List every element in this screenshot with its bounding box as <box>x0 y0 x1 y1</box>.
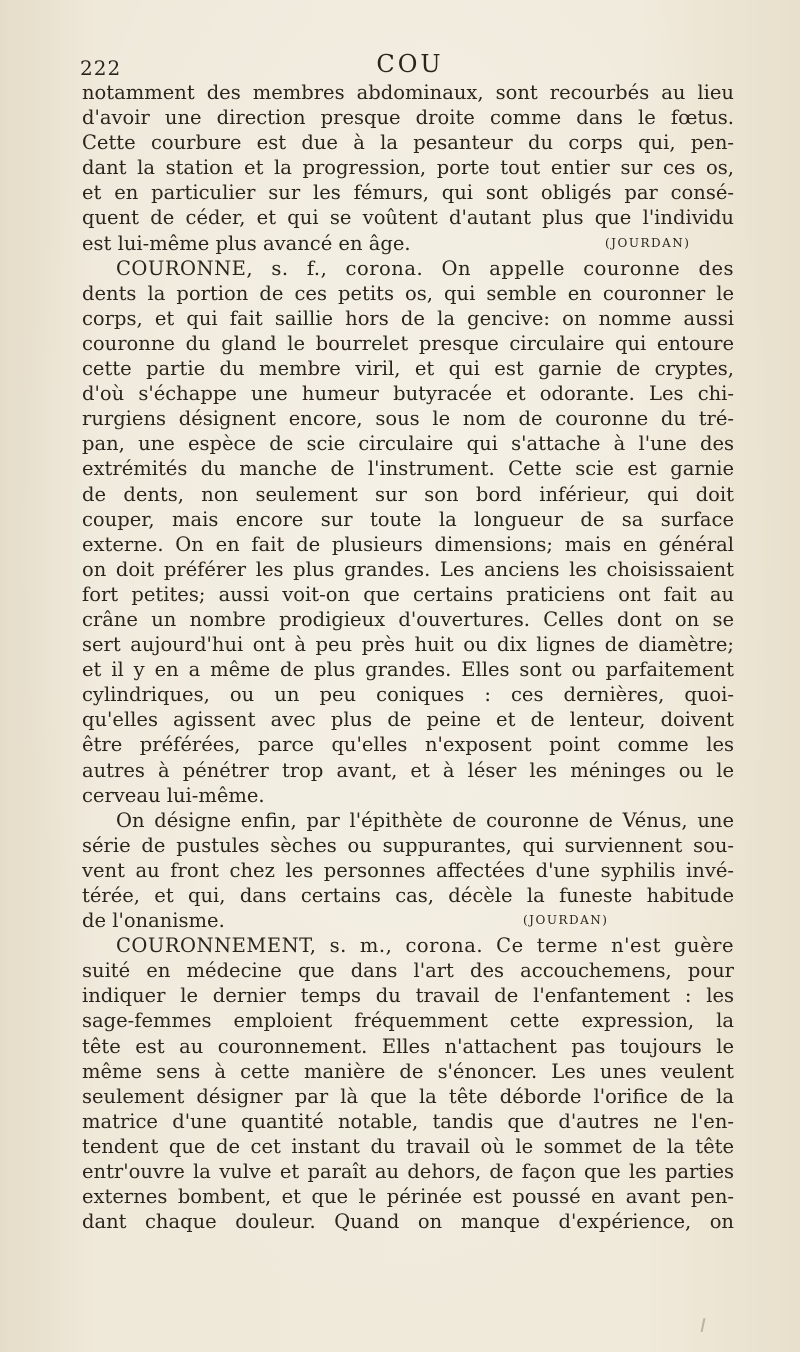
body-text <box>82 80 734 1234</box>
text-line: être préférées, parce qu'elles n'exposent point comme les <box>82 733 734 757</box>
text-line: même sens à cette manière de s'énoncer. Les unes veulent <box>82 1059 734 1083</box>
text-line: série de pustules sèches ou suppurantes, qui surviennent sou- <box>82 833 734 857</box>
entry-headword-line: COURONNEMENT, s. m., corona. Ce terme n'est guère <box>116 934 734 958</box>
text-line: extrémités du manche de l'instrument. Cette scie est garnie <box>82 457 734 481</box>
paragraph-couronne-de-venus <box>82 808 734 933</box>
text-line: fort petites; aussi voit-on que certains praticiens ont fait au <box>82 582 734 606</box>
entry-couronne <box>82 256 734 808</box>
text-line: de dents, non seulement sur son bord inférieur, qui doit <box>82 482 734 506</box>
text-line: rurgiens désignent encore, sous le nom de couronne du tré- <box>82 407 734 431</box>
text-line: on doit préférer les plus grandes. Les anciens les choisissaient <box>82 557 734 581</box>
text-line: d'où s'échappe une humeur butyracée et odorante. Les chi- <box>82 382 734 406</box>
author-signature: (JOURDAN) <box>605 235 691 250</box>
text-line: cerveau lui-même. <box>82 783 265 807</box>
text-line: autres à pénétrer trop avant, et à léser les méninges ou le <box>82 758 734 782</box>
text-line: térée, et qui, dans certains cas, décèle la funeste habitude <box>82 884 734 907</box>
text-line: Cette courbure est due à la pesanteur du corps qui, pen- <box>82 131 734 155</box>
text-line: cette partie du membre viril, et qui est garnie de cryptes, <box>82 357 734 381</box>
text-line: externe. On en fait de plusieurs dimensions; mais en général <box>82 532 734 556</box>
text-line: indiquer le dernier temps du travail de l'enfantement : les <box>82 984 734 1008</box>
signature-line <box>82 231 734 256</box>
text-line: sage-femmes emploient fréquemment cette expression, la <box>82 1009 734 1033</box>
text-line: et il y en a même de plus grandes. Elles sont ou parfaitement <box>82 658 734 682</box>
text-line: entr'ouvre la vulve et paraît au dehors, de façon que les parties <box>82 1160 734 1184</box>
entry-headword-line: COURONNE, s. f., corona. On appelle couronne des <box>116 256 734 280</box>
text-line: sert aujourd'hui ont à peu près huit ou dix lignes de diamètre; <box>82 633 734 657</box>
author-signature: (JOURDAN) <box>523 913 609 928</box>
text-line: quent de céder, et qui se voûtent d'autant plus que l'individu <box>82 206 734 230</box>
text-line: corps, et qui fait saillie hors de la gencive: on nomme aussi <box>82 306 734 330</box>
text-line: seulement désigner par là que la tête déborde l'orifice de la <box>82 1084 734 1108</box>
text-line: matrice d'une quantité notable, tandis que d'autres ne l'en- <box>82 1109 734 1133</box>
text-line: dant la station et la progression, porte tout entier sur ces os, <box>82 156 734 180</box>
signature-line <box>82 908 734 933</box>
paragraph-continuation <box>82 80 734 256</box>
ink-mark <box>701 1318 706 1332</box>
text-line: crâne un nombre prodigieux d'ouvertures. Celles dont on se <box>82 607 734 631</box>
text-line: couronne du gland le bourrelet presque circulaire qui entoure <box>82 331 734 355</box>
text-line: dant chaque douleur. Quand on manque d'expérience, on <box>82 1210 734 1234</box>
text-line: qu'elles agissent avec plus de peine et de lenteur, doivent <box>82 708 734 732</box>
entry-couronnement <box>82 933 734 1234</box>
page-number: 222 <box>80 56 122 80</box>
text-line: d'avoir une direction presque droite comme dans le fœtus. <box>82 106 734 130</box>
text-line: et en particulier sur les fémurs, qui sont obligés par consé- <box>82 181 734 205</box>
running-head: COU <box>376 50 444 78</box>
text-line: pan, une espèce de scie circulaire qui s'attache à l'une des <box>82 432 734 456</box>
text-line: de l'onanisme. <box>82 909 225 933</box>
text-line: suité en médecine que dans l'art des accouchemens, pour <box>82 959 734 983</box>
text-line: On désigne enfin, par l'épithète de couronne de Vénus, une <box>116 808 734 832</box>
text-line: tendent que de cet instant du travail où le sommet de la tête <box>82 1134 734 1158</box>
text-line: vent au front chez les personnes affectées d'une syphilis invé- <box>82 858 734 882</box>
text-line: dents la portion de ces petits os, qui semble en couronner le <box>82 281 734 305</box>
page-header <box>80 50 740 84</box>
text-line: tête est au couronnement. Elles n'attachent pas toujours le <box>82 1034 734 1058</box>
text-line: cylindriques, ou un peu coniques : ces dernières, quoi- <box>82 683 734 707</box>
text-line: notamment des membres abdominaux, sont recourbés au lieu <box>82 81 734 104</box>
text-line: est lui-même plus avancé en âge. <box>82 231 411 255</box>
text-line: externes bombent, et que le périnée est poussé en avant pen- <box>82 1185 734 1209</box>
text-line: couper, mais encore sur toute la longueur de sa surface <box>82 507 734 531</box>
